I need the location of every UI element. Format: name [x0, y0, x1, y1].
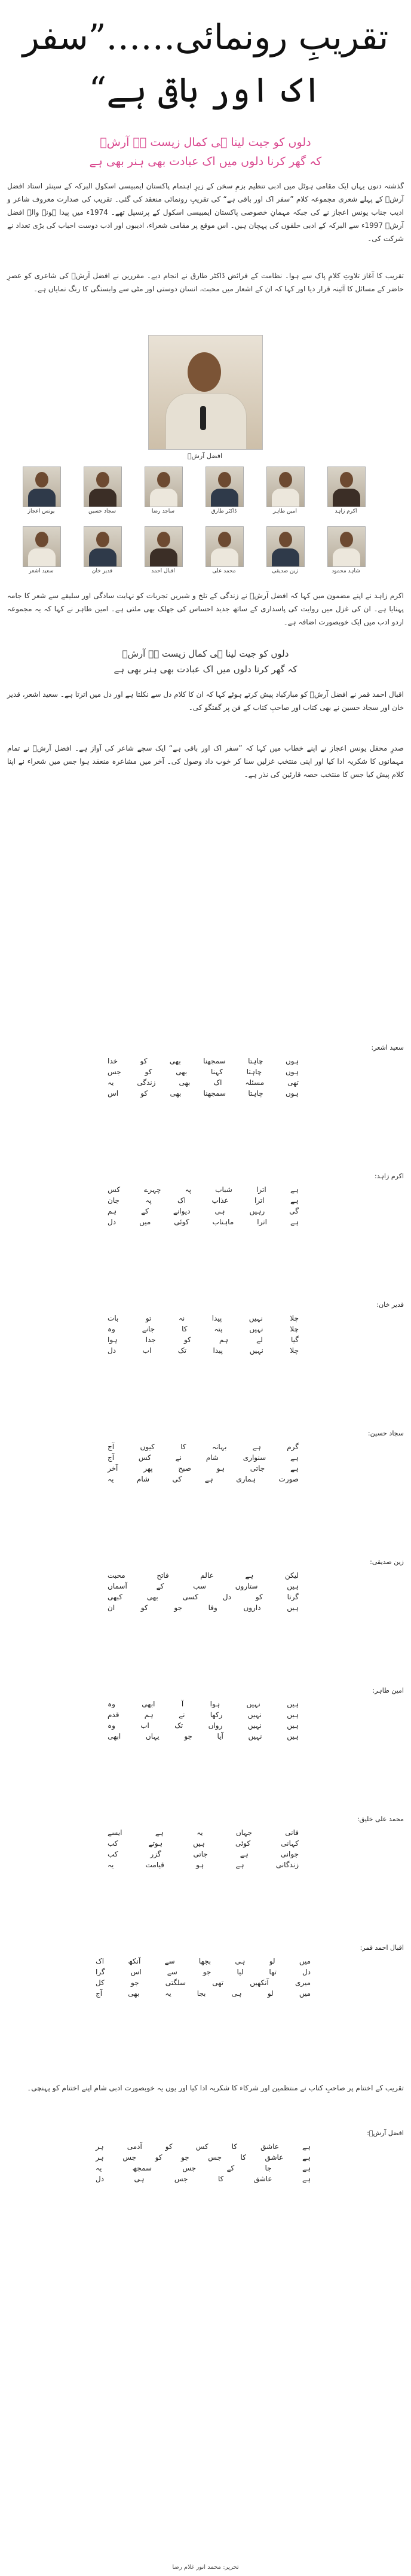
poem-4-line-1: گرم ہے بہانہ کا کیوں آج — [108, 1443, 299, 1451]
headline-line-2: اک اور باقی ہے“ — [88, 69, 323, 110]
tagline — [36, 133, 375, 171]
poem-2 — [108, 1184, 299, 1227]
thumb-photo-3 — [145, 467, 183, 507]
poem-5-line-2: ہیں ستاروں سب کے آسماں — [108, 1582, 299, 1590]
main-photo — [148, 335, 263, 450]
poet-name-7: محمد علی خلیق: — [357, 1815, 404, 1823]
paragraph-intro: گذشتہ دنوں یہاں ایک مقامی ہوٹل میں ادبی تنظیم بزمِ سخن کے زیرِ اہتمام پاکستان ایمبیسی اسکول البرکہ کے سینئر استاد افضل آرشؔ کے پہلے شعری مجموعہ کلام ”سفر اک اور باقی ہے“ کی تقریبِ رونمائی منعقد کی گئی۔ تقریب کی صدارت معروف شاعر و ادیب جناب یونس اعجاز نے کی جبکہ مہمانِ خصوصی پاکستان ایمبیسی اسکول کے پرنسپل تھے۔ 1974ء میں پیدا ہونے والے افضل آرشؔ 1997ء سے البرکہ کے ادبی حلقوں کی پہچان ہیں۔ اس موقع پر مقامی شعراء، ادیبوں اور ادب دوست احباب کی بڑی تعداد نے شرکت کی۔ — [7, 182, 404, 243]
poem-5-line-1: لیکن ہے عالم فاتح محبت — [108, 1571, 299, 1580]
poem-2-line-4: ہے اترا ماہتاب کوئی میں دل — [108, 1218, 299, 1226]
poem-6 — [108, 1699, 299, 1742]
poem-9-line-3: ہے جا کے جس سمجھ یہ — [96, 2164, 311, 2172]
thumb-caption-3: ساجد رضا — [151, 508, 175, 514]
tagline-repeat-line-1: دلوں کو جیت لینا ہی کمال زیست ہے آرشؔ — [122, 648, 289, 659]
thumb-photo-4 — [205, 467, 244, 507]
headline — [0, 11, 411, 116]
photo-figure-head — [188, 352, 221, 392]
poem-8-line-1: میں لو ہی بجھا سے آنکھ اک — [96, 1957, 311, 1965]
poet-name-9: افضل آرشؔ: — [367, 2129, 404, 2137]
poem-3-line-4: چلا نہیں پیدا تک اب دل — [108, 1346, 299, 1355]
poem-4-line-2: ہے سنواری شام نے کس آج — [108, 1453, 299, 1462]
poem-5 — [108, 1570, 299, 1613]
paragraph-opening: تقریب کا آغاز تلاوتِ کلامِ پاک سے ہوا۔ نظامت کے فرائض ڈاکٹر طارق نے انجام دیے۔ مقررین نے افضل آرشؔ کی شاعری کو عصرِ حاضر کے مسائل کا آئینہ قرار دیا اور کہا کہ ان کے اشعار میں محبت، انسان دوستی اور مٹی سے وابستگی کا رنگ نمایاں ہے۔ — [7, 272, 404, 293]
tagline-repeat-line-2: کہ گھر کرنا دلوں میں اک عبادت بھی ہنر بھی ہے — [114, 664, 297, 675]
poem-7-line-4: زندگانی ہے ہو قیامت یہ — [108, 1861, 299, 1869]
poem-8 — [96, 1956, 311, 1999]
thumb-photo-8 — [84, 526, 122, 567]
poem-3-line-3: گیا لے ہم کو جدا ہوا — [108, 1336, 299, 1344]
tagline-line-1: دلوں کو جیت لینا ہی کمال زیست ہے آرشؔ — [100, 136, 311, 149]
poem-3 — [108, 1313, 299, 1356]
thumb-caption-2: سجاد حسین — [88, 508, 116, 514]
thumb-caption-8: قدیر خان — [91, 568, 113, 574]
poet-name-3: قدیر خان: — [376, 1301, 404, 1309]
poem-2-line-1: ہے اترا شباب پہ چہرے کس — [108, 1185, 299, 1194]
photo-figure-body — [165, 393, 247, 450]
thumb-photo-1 — [23, 467, 61, 507]
poem-5-line-4: ہیں داروں وفا جو کو ان — [108, 1603, 299, 1612]
thumb-caption-7: سعید اشعر — [29, 568, 54, 574]
poem-8-line-3: میری آنکھیں تھی سلگتی جو کل — [96, 1979, 311, 1987]
paragraph-tributes: اقبال احمد قمر نے افضل آرشؔ کو مبارکباد پیش کرتے ہوئے کہا کہ ان کا کلام دل سے نکلتا ہے اور دل میں اترتا ہے۔ سعید اشعر، قدیر خان اور سجاد حسین نے بھی کتاب اور صاحبِ کتاب کے فن پر گفتگو کی۔ — [7, 690, 404, 712]
poem-6-line-2: ہیں نہیں رکھا نے ہم قدم — [108, 1711, 299, 1719]
poem-3-line-1: چلا نہیں پیدا نہ تو بات — [108, 1314, 299, 1322]
poem-1 — [108, 1056, 299, 1099]
thumb-photo-2 — [84, 467, 122, 507]
poem-1-line-2: ہوں چاہتا کہنا بھی کو جس — [108, 1068, 299, 1076]
poem-8-line-4: میں لو ہی بجا یہ بھی آج — [96, 1989, 311, 1998]
poem-6-line-4: ہیں نہیں آیا جو یہاں ابھی — [108, 1732, 299, 1740]
thumb-photo-11 — [266, 526, 305, 567]
thumb-photo-9 — [145, 526, 183, 567]
poem-4-line-3: ہے جاتی ہو صبح پھر آخر — [108, 1464, 299, 1473]
thumb-photo-6 — [327, 467, 366, 507]
paragraph-closing: تقریب کے اختتام پر صاحبِ کتاب نے منتظمین اور شرکاء کا شکریہ ادا کیا اور یوں یہ خوبصورت ادبی شام اپنے اختتام کو پہنچی۔ — [27, 2084, 404, 2092]
poem-5-line-3: گرتا کو دل کسی بھی کبھی — [108, 1593, 299, 1601]
poem-9-line-2: ہے عاشق کا جس جو کو جس ہر — [96, 2153, 311, 2162]
poem-8-line-2: دل تھا لیا جو سے اس گرا — [96, 1968, 311, 1976]
headline-line-1: تقریبِ رونمائی……”سفر — [22, 17, 389, 57]
thumb-photo-7 — [23, 526, 61, 567]
footer-credit: تحریر: محمد انور غلام رضا — [172, 2564, 239, 2571]
poem-2-line-3: گی رہیں ہی دیوانے کے ہم — [108, 1207, 299, 1215]
poem-7 — [108, 1827, 299, 1870]
thumb-caption-11: زین صدیقی — [272, 568, 298, 574]
thumb-caption-10: محمد علی — [212, 568, 236, 574]
poem-6-line-3: ہیں نہیں رواں تک اب وہ — [108, 1721, 299, 1730]
thumb-caption-1: یونس اعجاز — [27, 508, 55, 514]
thumb-caption-12: شاہد محمود — [332, 568, 360, 574]
poet-name-8: اقبال احمد قمر: — [360, 1944, 404, 1952]
paragraph-president: صدرِ محفل یونس اعجاز نے اپنے خطاب میں کہا کہ ”سفر اک اور باقی ہے“ ایک سچے شاعر کی آواز ہے۔ افضل آرشؔ نے تمام مہمانوں کا شکریہ ادا کیا اور اپنی منتخب غزلیں سنا کر خوب داد وصول کی۔ آخر میں مشاعرہ منعقد ہوا جس میں شعراء نے اپنا کلام پیش کیا جس کا منتخب حصہ قارئین کی نذر ہے۔ — [7, 744, 404, 779]
poem-3-line-2: چلا نہیں پتہ کا جانے وہ — [108, 1325, 299, 1333]
thumb-caption-6: اکرم زاہد — [335, 508, 357, 514]
poet-name-2: اکرم زاہد: — [375, 1172, 404, 1180]
tagline-repeat — [36, 646, 375, 677]
poem-1-line-3: تھی مسئلہ اک بھی زندگی یہ — [108, 1078, 299, 1087]
poem-6-line-1: ہیں نہیں ہوا آ ابھی وہ — [108, 1700, 299, 1708]
paragraph-discussion: اکرم زاہد نے اپنے مضمون میں کہا کہ افضل آرشؔ نے زندگی کے تلخ و شیریں تجربات کو نہایت سادگی اور سلیقے سے شعر کا جامہ پہنایا ہے۔ ان کی غزل میں روایت کی پاسداری کے ساتھ جدید احساس کی جھلک بھی ملتی ہے۔ امین طاہر نے کہا کہ یہ مجموعہ اردو ادب میں ایک خوبصورت اضافہ ہے۔ — [7, 592, 404, 626]
poem-7-line-2: کہانی کوئی ہیں ہوتے کب — [108, 1839, 299, 1848]
poem-7-line-3: جوانی ہے جاتی گزر کب — [108, 1850, 299, 1858]
thumb-photo-10 — [205, 526, 244, 567]
poet-name-6: امین طاہر: — [372, 1687, 404, 1694]
poem-1-line-4: ہوں چاہتا سمجھنا بھی کو اس — [108, 1089, 299, 1098]
microphone-icon — [200, 406, 206, 430]
thumb-caption-9: اقبال احمد — [151, 568, 175, 574]
poet-name-5: زین صدیقی: — [370, 1558, 404, 1566]
thumb-photo-12 — [327, 526, 366, 567]
poem-9-line-4: ہے عاشق کا جس ہی دل — [96, 2175, 311, 2183]
poem-7-line-1: فانی جہاں یہ ہے ایسے — [108, 1828, 299, 1837]
main-photo-caption: افضل آرشؔ — [187, 452, 223, 460]
thumb-caption-4: ڈاکٹر طارق — [211, 508, 237, 514]
poem-4-line-4: صورت ہماری ہے کی شام یہ — [108, 1475, 299, 1483]
thumb-caption-5: امین طاہر — [273, 508, 297, 514]
poem-9-line-1: ہے عاشق کا کس کو آدمی ہر — [96, 2142, 311, 2151]
poem-1-line-1: ہوں چاہتا سمجھنا بھی کو خدا — [108, 1057, 299, 1065]
poet-name-4: سجاد حسین: — [367, 1429, 404, 1437]
poem-9 — [96, 2141, 311, 2184]
tagline-line-2: کہ گھر کرنا دلوں میں اک عبادت بھی ہنر بھی ہے — [89, 155, 322, 168]
poem-4 — [108, 1441, 299, 1484]
poet-name-1: سعید اشعر: — [371, 1044, 404, 1051]
thumb-photo-5 — [266, 467, 305, 507]
poem-2-line-2: ہے اترا عذاب اک پہ جان — [108, 1196, 299, 1205]
